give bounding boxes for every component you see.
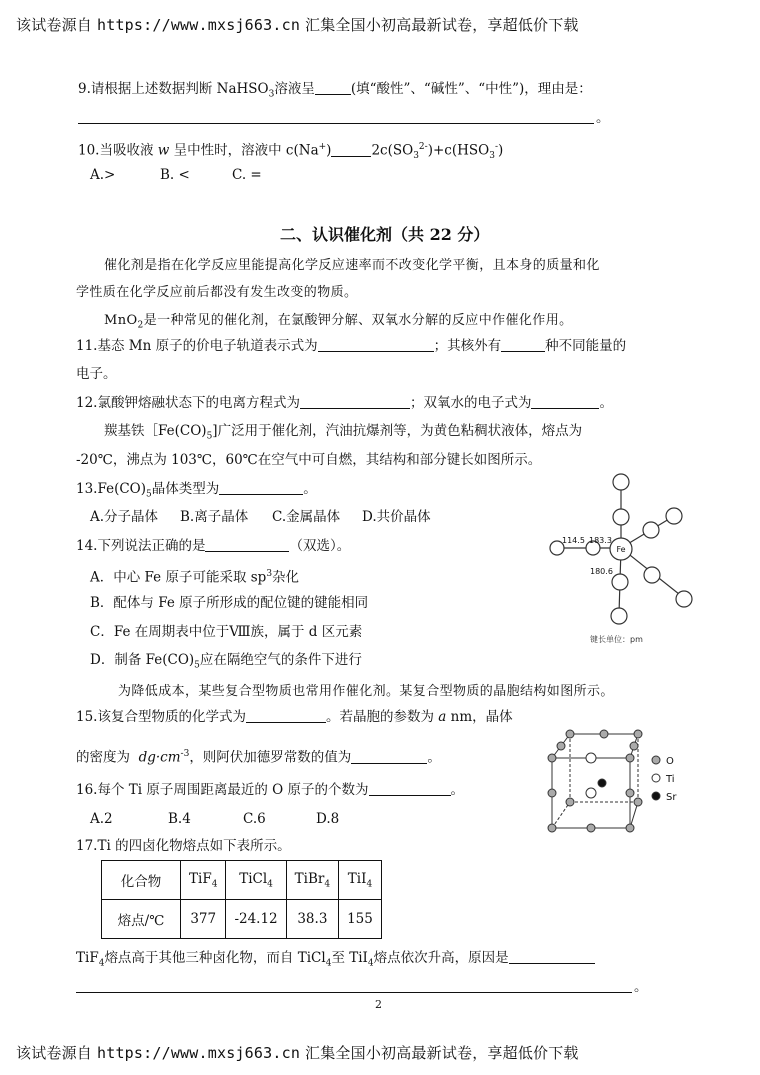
- mno2-text: MnO: [104, 313, 138, 328]
- q15-text-b: 。若晶胞的参数为: [325, 709, 434, 725]
- q9-end: 。: [596, 110, 610, 126]
- section-intro-2: 学性质在化学反应前后都没有发生改变的物质。: [76, 285, 358, 300]
- q16-blank[interactable]: [369, 781, 451, 796]
- banner-prefix: 该试卷源自: [16, 1044, 93, 1062]
- q10-sub: 3: [413, 151, 419, 162]
- legend-o-marker: [652, 756, 660, 764]
- q11-text: 11.基态 Mn 原子的价电子轨道表示式为: [76, 338, 318, 354]
- q10-text-f: ): [497, 142, 504, 159]
- atom-o: [548, 824, 556, 832]
- q9-text-c: (填“酸性”、“碱性”、“中性”)，理由是：: [350, 81, 592, 97]
- legend-o: O: [666, 756, 674, 767]
- table-header-cell: [181, 861, 226, 900]
- q13-sub: 5: [146, 489, 152, 500]
- atom-o: [557, 742, 565, 750]
- q17-sub: 4: [325, 958, 332, 969]
- atom-ti: [586, 788, 596, 798]
- section-intro-3: [104, 309, 573, 331]
- q17-blank[interactable]: [509, 949, 595, 964]
- q14-text: 14.下列说法正确的是: [76, 538, 206, 554]
- q17-text-b: 熔点高于其他三种卤化物，而自 TiCl: [104, 950, 326, 966]
- q15-blank-2[interactable]: [351, 749, 427, 764]
- q15-text-e: ，则阿伏加德罗常数的值为: [189, 749, 352, 766]
- question-11: [76, 337, 626, 355]
- atom-o: [626, 754, 634, 762]
- table-cell: 155: [339, 900, 382, 939]
- th-tii: TiI: [347, 870, 367, 887]
- th-sub: 4: [267, 879, 273, 890]
- table-cell: 377: [181, 900, 226, 939]
- q14-opt-a-text: A．中心 Fe 原子可能采取 sp: [90, 569, 267, 586]
- q11-blank-1[interactable]: [318, 337, 434, 352]
- banner-prefix: 该试卷源自: [16, 16, 93, 34]
- question-13: [76, 480, 317, 504]
- q15-a-var: a: [438, 709, 447, 725]
- legend-sr: Sr: [666, 792, 677, 803]
- atom-o-top: [613, 474, 629, 490]
- question-15: [76, 708, 513, 726]
- legend-ti: Ti: [666, 774, 675, 785]
- atom-o: [600, 730, 608, 738]
- atom-o-upper-right: [666, 508, 682, 524]
- atom-o: [630, 742, 638, 750]
- question-17-cont: [76, 949, 595, 973]
- q17-text-d: 熔点依次升高，原因是: [373, 950, 509, 966]
- th-tif: TiF: [189, 870, 212, 887]
- q17-tif: TiF: [76, 950, 99, 966]
- mno2-sub: 2: [137, 320, 144, 331]
- q14-blank[interactable]: [205, 537, 289, 552]
- q17-text-c: 至 TiI: [331, 950, 368, 966]
- q13-option-d[interactable]: D.共价晶体: [362, 509, 431, 525]
- feco-intro-2: -20℃，沸点为 103℃，60℃在空气中可自燃，其结构和部分键长如图所示。: [76, 452, 542, 468]
- q10-sup: 2-: [418, 142, 428, 152]
- q9-sub: 3: [268, 89, 275, 100]
- question-14: [76, 537, 350, 555]
- atom-c-bottom: [612, 574, 628, 590]
- atom-o: [566, 798, 574, 806]
- q13-text: 13.Fe(CO): [76, 481, 147, 497]
- table-row: [102, 861, 382, 900]
- q13-option-b[interactable]: B.离子晶体: [180, 509, 249, 525]
- atom-o: [548, 754, 556, 762]
- q16-option-d[interactable]: D.8: [316, 811, 340, 827]
- q17-answer-line[interactable]: [76, 992, 632, 993]
- q12-text-b: ；双氧水的电子式为: [409, 395, 532, 411]
- bond-length-1: 114.5: [562, 536, 585, 545]
- table-header-cell: [226, 861, 286, 900]
- q11-text-c: 种不同能量的: [545, 338, 627, 354]
- atom-o: [626, 789, 634, 797]
- legend-sr-marker: [652, 792, 660, 800]
- banner-suffix: 汇集全国小初高最新试卷，享超低价下载: [305, 16, 579, 34]
- table-header-cell: [286, 861, 338, 900]
- table-row-label: 熔点/℃: [102, 900, 181, 939]
- q15-text-d: 的密度为: [76, 749, 130, 766]
- q10-option-a[interactable]: A.>: [90, 167, 116, 183]
- table-header-cell: [339, 861, 382, 900]
- atom-o-lower-right: [676, 591, 692, 607]
- q10-text-b: 呈中性时，溶液中 c(Na: [173, 142, 319, 159]
- top-banner: [16, 14, 579, 35]
- atom-o: [626, 824, 634, 832]
- banner-url[interactable]: https://www.mxsj663.cn: [96, 16, 301, 34]
- q14-opt-d-text-b: 应在隔绝空气的条件下进行: [199, 652, 362, 668]
- q15-blank-1[interactable]: [246, 708, 326, 723]
- q16-option-c[interactable]: C.6: [243, 811, 266, 827]
- q10-text-e: )+c(HSO: [427, 142, 490, 159]
- q13-text-c: 。: [303, 481, 317, 497]
- bond-length-2: 183.3: [589, 536, 612, 545]
- table-row: [102, 900, 382, 939]
- bottom-banner: [16, 1042, 579, 1063]
- question-9: [78, 80, 592, 104]
- q14-text-b: （双选）。: [289, 538, 351, 554]
- atom-o: [548, 789, 556, 797]
- atom-c-upper-right: [643, 522, 659, 538]
- atom-sr: [598, 779, 606, 787]
- page-number: 2: [375, 998, 382, 1011]
- banner-url[interactable]: https://www.mxsj663.cn: [96, 1044, 301, 1062]
- q10-text: 10.当吸收液: [78, 142, 154, 159]
- question-10: [78, 138, 503, 165]
- q14-option-b[interactable]: B．配体与 Fe 原子所形成的配位键的键能相同: [90, 595, 369, 611]
- atom-o-bottom: [611, 608, 627, 624]
- q11-continued: 电子。: [76, 366, 117, 382]
- q13-text-b: 晶体类型为: [151, 481, 220, 497]
- feco-intro-1: [104, 422, 582, 446]
- bond-unit-label: 键长单位：pm: [590, 635, 643, 644]
- q13-option-a[interactable]: A.分子晶体: [90, 509, 159, 525]
- q10-blank[interactable]: [331, 142, 371, 157]
- th-sub: 4: [366, 879, 373, 890]
- q14-opt-d-text: D．制备 Fe(CO): [90, 652, 195, 668]
- table-cell: -24.12: [226, 900, 286, 939]
- q10-sup-b: -: [494, 142, 498, 152]
- q11-blank-2[interactable]: [501, 337, 545, 352]
- q15-text-c: nm，晶体: [450, 709, 513, 725]
- atom-c-lower-right: [644, 567, 660, 583]
- q17-end: 。: [634, 979, 648, 995]
- atom-o: [587, 824, 595, 832]
- legend-ti-marker: [652, 774, 660, 782]
- fe-center-label: Fe: [616, 545, 626, 554]
- question-16: [76, 781, 464, 799]
- q10-option-b[interactable]: B. <: [160, 167, 190, 183]
- th-sub: 4: [324, 879, 331, 890]
- q14-option-d[interactable]: [90, 651, 362, 675]
- crystal-cell-diagram: [544, 728, 694, 840]
- q10-plus: +: [318, 142, 327, 152]
- fe-structure-diagram: [544, 468, 694, 648]
- q16-option-a[interactable]: A.2: [90, 811, 113, 827]
- q15-text: 15.该复合型物质的化学式为: [76, 709, 246, 725]
- atom-o: [634, 730, 642, 738]
- q13-blank[interactable]: [219, 480, 303, 495]
- bond-length-3: 180.6: [590, 567, 613, 576]
- table-header-cell: 化合物: [102, 861, 181, 900]
- th-sub: 4: [211, 879, 218, 890]
- banner-suffix: 汇集全国小初高最新试卷，享超低价下载: [305, 1044, 579, 1062]
- q10-w: w: [157, 142, 170, 159]
- atom-o: [566, 730, 574, 738]
- q10-text-c: ): [326, 142, 332, 159]
- atom-c-top: [613, 509, 629, 525]
- q12-text: 12.氯酸钾熔融状态下的电离方程式为: [76, 395, 300, 411]
- tix4-melting-point-table: [101, 860, 382, 939]
- feco-text: 羰基铁［Fe(CO): [104, 423, 207, 439]
- q17-sub: 4: [367, 958, 374, 969]
- q10-option-c[interactable]: C. =: [232, 167, 262, 183]
- q12-blank-2[interactable]: [531, 394, 599, 409]
- q15-text-f: 。: [427, 749, 441, 766]
- section-title: 二、认识催化剂（共 22 分）: [280, 225, 490, 244]
- q14-option-c[interactable]: C．Fe 在周期表中位于Ⅷ族，属于 d 区元素: [90, 624, 363, 640]
- q16-option-b[interactable]: B.4: [168, 811, 191, 827]
- q14-opt-d-sub: 5: [194, 660, 200, 671]
- q17-sub: 4: [98, 958, 105, 969]
- q13-option-c[interactable]: C.金属晶体: [272, 509, 341, 525]
- atom-ti: [586, 753, 596, 763]
- feco-text-b: ]广泛用于催化剂，汽油抗爆剂等，为黄色粘稠状液体，熔点为: [212, 423, 583, 439]
- q15-unit-sup: -3: [180, 749, 190, 759]
- q9-text: 9.请根据上述数据判断 NaHSO: [78, 81, 269, 97]
- q9-blank[interactable]: [315, 80, 351, 95]
- atom-o: [634, 798, 642, 806]
- q11-text-b: ；其核外有: [433, 338, 502, 354]
- q9-answer-line[interactable]: [78, 123, 594, 124]
- table-cell: 38.3: [286, 900, 338, 939]
- feco-sub: 5: [206, 431, 213, 442]
- q9-text-b: 溶液呈: [274, 81, 315, 97]
- q16-text: 16.每个 Ti 原子周围距离最近的 O 原子的个数为: [76, 782, 369, 798]
- q14-option-a[interactable]: [90, 565, 299, 587]
- q14-opt-a-text-b: 杂化: [272, 569, 300, 586]
- th-ticl: TiCl: [239, 870, 268, 887]
- q10-text-d: 2c(SO: [371, 142, 414, 159]
- question-17: 17.Ti 的四卤化物熔点如下表所示。: [76, 838, 291, 854]
- q12-blank-1[interactable]: [300, 394, 410, 409]
- q12-text-c: 。: [599, 395, 613, 411]
- th-tibr: TiBr: [294, 870, 325, 887]
- q15-unit: dg·cm: [138, 749, 181, 766]
- question-12: [76, 394, 613, 412]
- section-intro-1: 催化剂是指在化学反应里能提高化学反应速率而不改变化学平衡，且本身的质量和化: [104, 258, 600, 273]
- q14-opt-a-sup: 3: [266, 569, 273, 579]
- question-15-cont: [76, 745, 441, 767]
- q16-text-b: 。: [450, 782, 465, 798]
- composite-intro: 为降低成本，某些复合型物质也常用作催化剂。某复合型物质的晶胞结构如图所示。: [118, 684, 614, 699]
- q10-sub-b: 3: [489, 151, 495, 162]
- mno2-desc: 是一种常见的催化剂，在氯酸钾分解、双氧水分解的反应中作催化作用。: [143, 313, 573, 328]
